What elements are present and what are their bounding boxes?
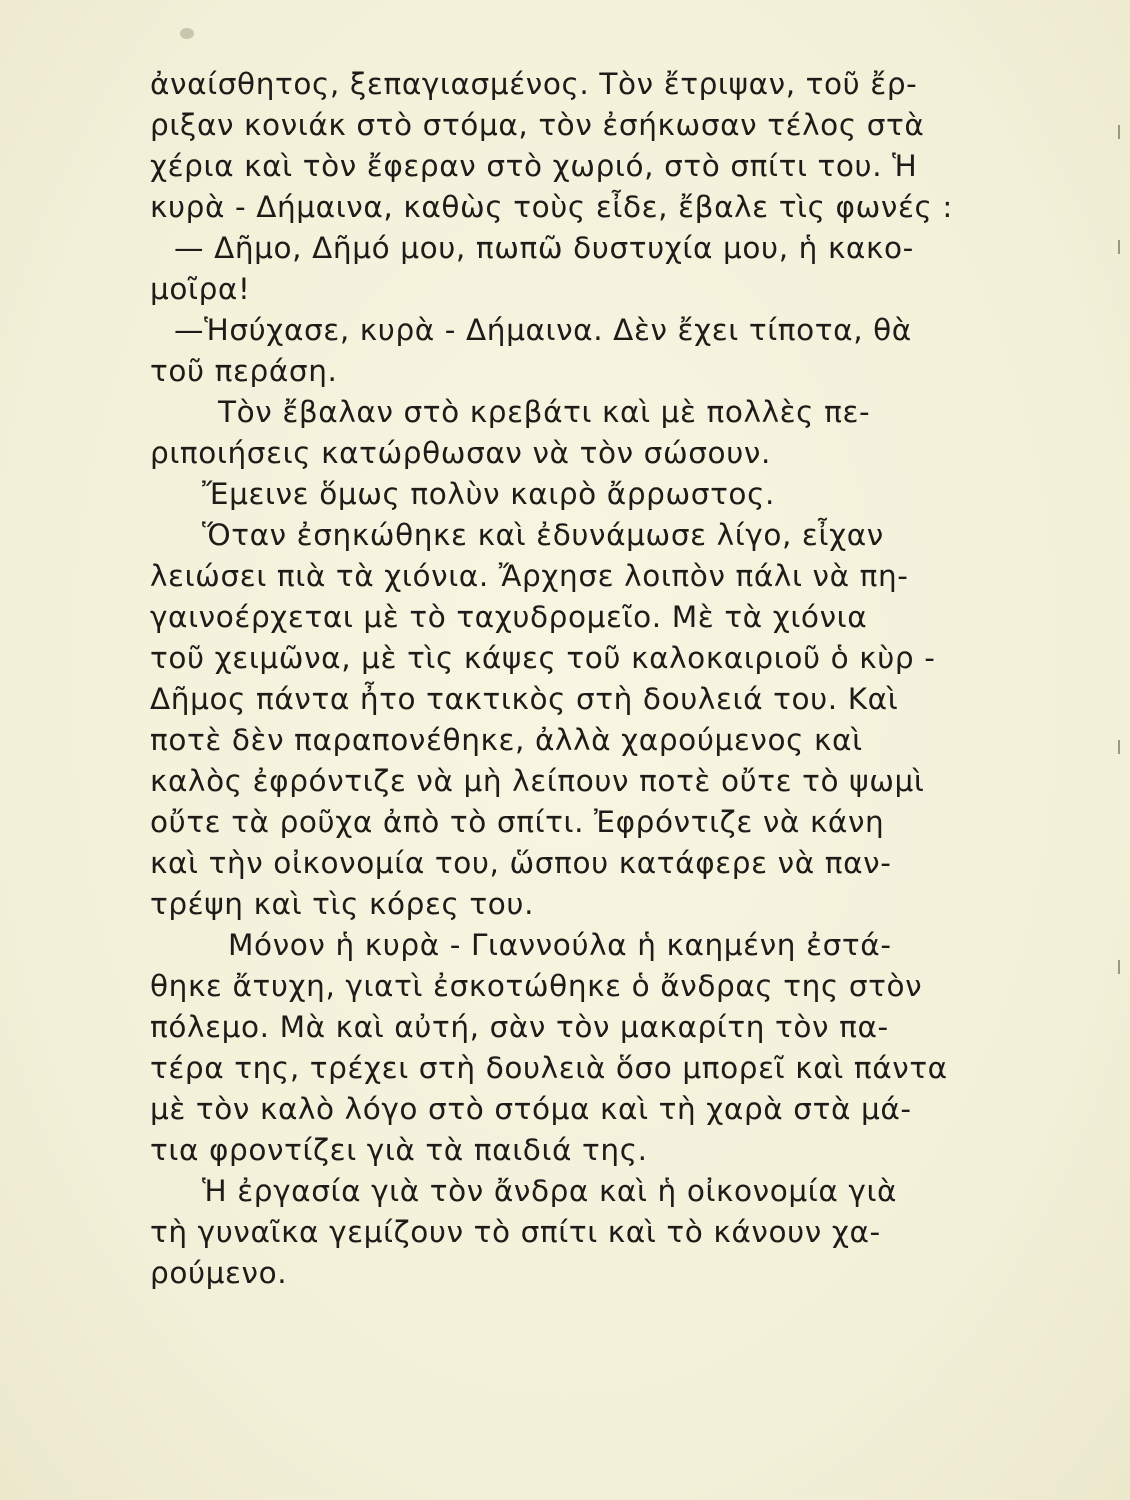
- text-line: θηκε ἄτυχη, γιατὶ ἐσκοτώθηκε ὁ ἄνδρας της στὸν: [150, 969, 923, 1003]
- margin-mark: [1118, 740, 1120, 754]
- text-line: Ὅταν ἐσηκώθηκε καὶ ἐδυνάμωσε λίγο, εἶχαν: [202, 518, 884, 552]
- text-line: καλὸς ἐφρόντιζε νὰ μὴ λείπουν ποτὲ οὔτε τὸ ψωμὶ: [150, 764, 925, 798]
- text-line: χέρια καὶ τὸν ἔφεραν στὸ χωριό, στὸ σπίτι του. Ἡ: [150, 149, 918, 183]
- text-line: Ἔμεινε ὅμως πολὺν καιρὸ ἄρρωστος.: [202, 477, 775, 511]
- margin-mark: [1118, 960, 1120, 974]
- text-line: μοῖρα!: [150, 272, 251, 306]
- text-line: τρέψη καὶ τὶς κόρες του.: [150, 887, 535, 921]
- text-line: τὴ γυναῖκα γεμίζουν τὸ σπίτι καὶ τὸ κάνουν χα-: [150, 1215, 881, 1249]
- ink-speck: [180, 28, 194, 39]
- text-line: κυρὰ - Δήμαινα, καθὼς τοὺς εἶδε, ἔβαλε τὶς φωνές :: [150, 190, 953, 224]
- text-line: —Ἡσύχασε, κυρὰ - Δήμαινα. Δὲν ἔχει τίποτα, θὰ: [174, 313, 912, 347]
- text-line: πόλεμο. Μὰ καὶ αὐτή, σὰν τὸν μακαρίτη τὸν πα-: [150, 1010, 889, 1044]
- text-line: Ἡ ἐργασία γιὰ τὸν ἄνδρα καὶ ἡ οἰκονομία γιὰ: [202, 1174, 898, 1208]
- margin-mark: [1118, 125, 1120, 139]
- text-line: τέρα της, τρέχει στὴ δουλειὰ ὅσο μπορεῖ καὶ πάντα: [150, 1051, 948, 1085]
- text-line: τια φροντίζει γιὰ τὰ παιδιά της.: [150, 1133, 648, 1167]
- text-line: — Δῆμο, Δῆμό μου, πωπῶ δυστυχία μου, ἡ κακο-: [174, 231, 914, 265]
- text-line: Τὸν ἔβαλαν στὸ κρεβάτι καὶ μὲ πολλὲς πε-: [218, 395, 871, 429]
- text-line: τοῦ περάση.: [150, 354, 338, 388]
- text-line: οὔτε τὰ ροῦχα ἀπὸ τὸ σπίτι. Ἐφρόντιζε νὰ κάνη: [150, 805, 885, 839]
- text-line: ποτὲ δὲν παραπονέθηκε, ἀλλὰ χαρούμενος καὶ: [150, 723, 863, 757]
- text-line: ἀναίσθητος, ξεπαγιασμένος. Τὸν ἔτριψαν, τοῦ ἔρ-: [150, 67, 918, 101]
- text-line: μὲ τὸν καλὸ λόγο στὸ στόμα καὶ τὴ χαρὰ στὰ μά-: [150, 1092, 912, 1126]
- text-line: καὶ τὴν οἰκονομία του, ὥσπου κατάφερε νὰ παν-: [150, 846, 892, 880]
- text-line: ριξαν κονιάκ στὸ στόμα, τὸν ἐσήκωσαν τέλος στὰ: [150, 108, 925, 142]
- text-line: ριποιήσεις κατώρθωσαν νὰ τὸν σώσουν.: [150, 436, 771, 470]
- text-line: γαινοέρχεται μὲ τὸ ταχυδρομεῖο. Μὲ τὰ χιόνια: [150, 600, 868, 634]
- text-line: λειώσει πιὰ τὰ χιόνια. Ἄρχησε λοιπὸν πάλι νὰ πη-: [150, 559, 909, 593]
- margin-mark: [1118, 240, 1120, 254]
- text-line: ρούμενο.: [150, 1256, 288, 1290]
- text-line: Μόνον ἡ κυρὰ - Γιαννούλα ἡ καημένη ἐστά-: [228, 928, 892, 962]
- text-line: τοῦ χειμῶνα, μὲ τὶς κάψες τοῦ καλοκαιριοῦ ὁ κὺρ -: [150, 641, 936, 675]
- text-line: Δῆμος πάντα ἦτο τακτικὸς στὴ δουλειά του. Καὶ: [150, 682, 899, 716]
